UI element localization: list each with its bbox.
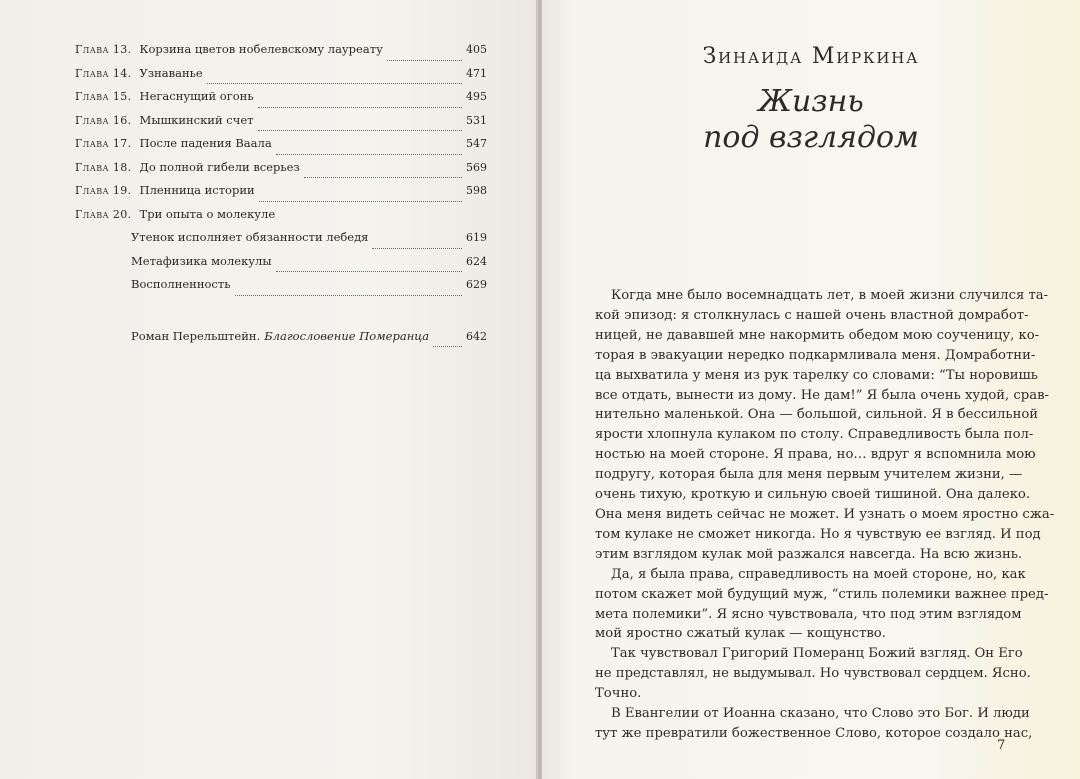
toc-leader-dots (235, 286, 463, 296)
toc-leader-dots (259, 192, 462, 202)
work-title (542, 84, 1080, 156)
toc-row (75, 89, 487, 113)
toc-leader-dots (276, 145, 462, 155)
right-page (542, 0, 1080, 779)
toc-leader-dots (207, 74, 462, 84)
toc-row (75, 160, 487, 184)
text-line: все отдать, вынести из дому. Не дам!” Я была очень худой, срав- (595, 387, 1049, 403)
text-line: нительно маленькой. Она — большой, сильной. Я в бессильной (595, 407, 1039, 423)
toc-page-number: 629 (466, 278, 487, 291)
toc-page-number: 405 (466, 43, 487, 56)
text-line: торая в эвакуации нередко подкармливала меня. Домработни- (595, 347, 1036, 363)
work-title-line: Жизнь (758, 84, 864, 119)
toc-chapter-label: Глава 17. (75, 137, 132, 150)
text-line: Она меня видеть сейчас не может. И узнать о моем яростно сжа- (595, 506, 1055, 522)
toc-leader-dots (258, 121, 462, 131)
toc-row (75, 136, 487, 160)
text-line: Когда мне было восемнадцать лет, в моей жизни случился та- (611, 288, 1049, 303)
text-line: подругу, которая была для меня первым учителем жизни, — (595, 467, 1023, 483)
toc-page-number: 619 (466, 231, 487, 244)
toc-leader-dots (258, 98, 462, 108)
toc-chapter-title: До полной гибели всерьез (139, 159, 300, 174)
toc-page-number: 471 (466, 66, 487, 80)
toc-page-number: 531 (466, 113, 487, 127)
toc-final-author: Роман Перельштейн. (131, 328, 261, 343)
toc-leader-dots (372, 239, 462, 249)
toc-subsection-row (131, 277, 487, 301)
toc-leader-dots (387, 51, 462, 61)
toc-subsection-title: Восполненность (131, 277, 231, 291)
toc-subsection-row (131, 254, 487, 278)
text-line: том кулаке не сможет никогда. Но я чувствую ее взгляд. И под (595, 526, 1041, 542)
toc-leader-dots (304, 168, 462, 178)
page-number: 7 (997, 738, 1006, 753)
toc-page-number: 642 (466, 329, 487, 343)
toc-page-number: 624 (466, 254, 487, 268)
toc-chapter-title: Узнаванье (139, 65, 203, 80)
toc-chapter-label: Глава 18. (75, 160, 132, 174)
text-line: очень тихую, кроткую и сильную своей тишиной. Она далеко. (595, 487, 1031, 503)
toc-row (75, 113, 487, 137)
toc-chapter-title: После падения Ваала (139, 136, 272, 150)
toc-chapter-title: Негаснущий огонь (139, 89, 254, 103)
toc-chapter-title: Мышкинский счет (139, 112, 254, 127)
toc-chapter-label: Глава 14. (75, 66, 132, 80)
toc-chapter-title: Пленница истории (139, 183, 255, 197)
toc-chapter-label: Глава 16. (75, 113, 132, 127)
toc-chapter-label: Глава 13. (75, 43, 132, 56)
text-line: не представлял, не выдумывал. Но чувствовал сердцем. Ясно. (595, 666, 1031, 682)
toc-chapter-label: Глава 19. (75, 184, 132, 197)
text-line: Так чувствовал Григорий Померанц Божий взгляд. Он Его (611, 646, 1023, 662)
toc-page-number: 495 (466, 90, 487, 103)
toc-row (75, 183, 487, 207)
body-text (595, 286, 1055, 744)
toc-chapter-label: Глава 20. (75, 207, 132, 221)
toc-subsection-title: Метафизика молекулы (131, 253, 272, 268)
toc-page-number: 598 (466, 184, 487, 197)
text-line: В Евангелии от Иоанна сказано, что Слово это Бог. И люди (611, 706, 1030, 722)
toc-leader-dots (433, 337, 462, 347)
text-line: тут же превратили божественное Слово, которое создало нас, (595, 725, 1033, 741)
toc-page-number: 547 (466, 137, 487, 150)
toc-final-row (131, 329, 487, 353)
table-of-contents (75, 42, 487, 352)
text-line: ницей, не дававшей мне накормить обедом мою соученицу, ко- (595, 327, 1040, 343)
text-line: мета полемики”. Я ясно чувствовала, что под этим взглядом (595, 606, 1022, 622)
text-line: этим взглядом кулак мой разжался навсегда. На всю жизнь. (595, 546, 1023, 562)
work-title-line: под взглядом (703, 120, 919, 155)
text-line: ярости хлопнула кулаком по столу. Справедливость была пол- (595, 427, 1034, 443)
author-name: Зинаида Миркина (702, 44, 920, 69)
toc-row (75, 42, 487, 66)
toc-row (75, 207, 487, 231)
text-line: потом скажет мой будущий муж, “стиль полемики важнее пред- (595, 586, 1049, 602)
toc-chapter-title: Корзина цветов нобелевскому лауреату (139, 42, 383, 56)
text-line: Да, я была права, справедливость на моей стороне, но, как (611, 566, 1026, 582)
toc-final-title: Благословение Померанца (264, 328, 430, 343)
text-line: ца выхватила у меня из рук тарелку со словами: “Ты норовишь (595, 367, 1038, 383)
toc-subsection-title: Утенок исполняет обязанности лебедя (131, 230, 369, 244)
toc-row (75, 66, 487, 90)
toc-chapter-label: Глава 15. (75, 90, 132, 103)
toc-page-number: 569 (466, 160, 487, 174)
toc-chapter-title: Три опыта о молекуле (139, 206, 276, 221)
text-line: кой эпизод: я столкнулась с нашей очень властной домработ- (595, 307, 1029, 323)
toc-leader-dots (276, 262, 463, 272)
text-line: мой яростно сжатый кулак — кощунство. (595, 626, 886, 642)
toc-subsection-row (131, 230, 487, 254)
left-page (0, 0, 538, 779)
toc-spacer (75, 301, 487, 329)
text-line: Точно. (595, 686, 642, 702)
text-line: ностью на моей стороне. Я права, но… вдруг я вспомнила мою (595, 447, 1036, 463)
